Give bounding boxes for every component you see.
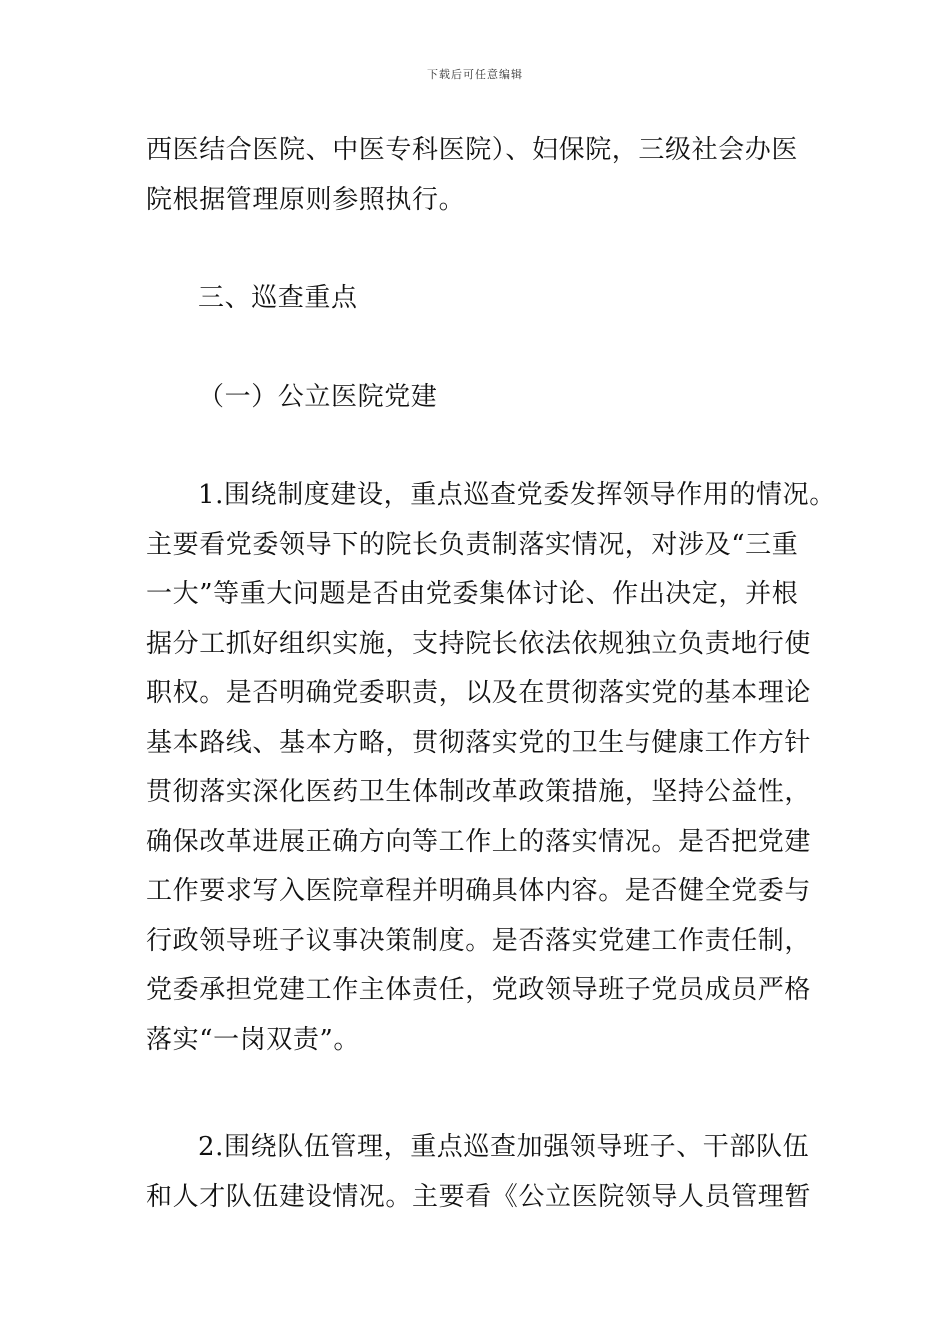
- text-line: 行政领导班子议事决策制度。是否落实党建工作责任制，: [146, 925, 812, 956]
- text-line: 基本路线、基本方略，贯彻落实党的卫生与健康工作方针: [146, 727, 812, 758]
- text-line: 党委承担党建工作主体责任，党政领导班子党员成员严格: [146, 975, 812, 1005]
- text-line: 2.围绕队伍管理，重点巡查加强领导班子、干部队伍: [198, 1132, 810, 1162]
- subsection-heading-text: （一）公立医院党建: [198, 382, 438, 412]
- text-line: 院根据管理原则参照执行。: [146, 184, 466, 215]
- text-line: 落实“一岗双责”。: [146, 1024, 360, 1055]
- text-line: 确保改革进展正确方向等工作上的落实情况。是否把党建: [146, 826, 812, 857]
- section-heading-text: 三、巡查重点: [198, 283, 358, 313]
- subsection-heading: [146, 373, 826, 423]
- paragraph-2: [146, 1123, 826, 1222]
- header-note: 下载后可任意编辑: [427, 68, 523, 81]
- text-line: 职权。是否明确党委职责，以及在贯彻落实党的基本理论: [146, 678, 812, 708]
- text-line: 主要看党委领导下的院长负责制落实情况，对涉及“三重: [146, 529, 799, 560]
- text-line: 据分工抓好组织实施，支持院长依法依规独立负责地行使: [146, 628, 812, 659]
- paragraph-1: [146, 471, 836, 1065]
- text-line: 一大”等重大问题是否由党委集体讨论、作出决定，并根: [146, 579, 799, 609]
- text-line: 工作要求写入医院章程并明确具体内容。是否健全党委与: [146, 876, 812, 906]
- text-line: 西医结合医院、中医专科医院）、妇保院，三级社会办医: [146, 135, 799, 165]
- section-heading: [146, 274, 826, 324]
- intro-paragraph: [146, 126, 826, 225]
- text-line: 和人才队伍建设情况。主要看《公立医院领导人员管理暂: [146, 1181, 812, 1212]
- text-line: 1.围绕制度建设，重点巡查党委发挥领导作用的情况。: [198, 480, 836, 510]
- text-line: 贯彻落实深化医药卫生体制改革政策措施，坚持公益性，: [146, 777, 812, 807]
